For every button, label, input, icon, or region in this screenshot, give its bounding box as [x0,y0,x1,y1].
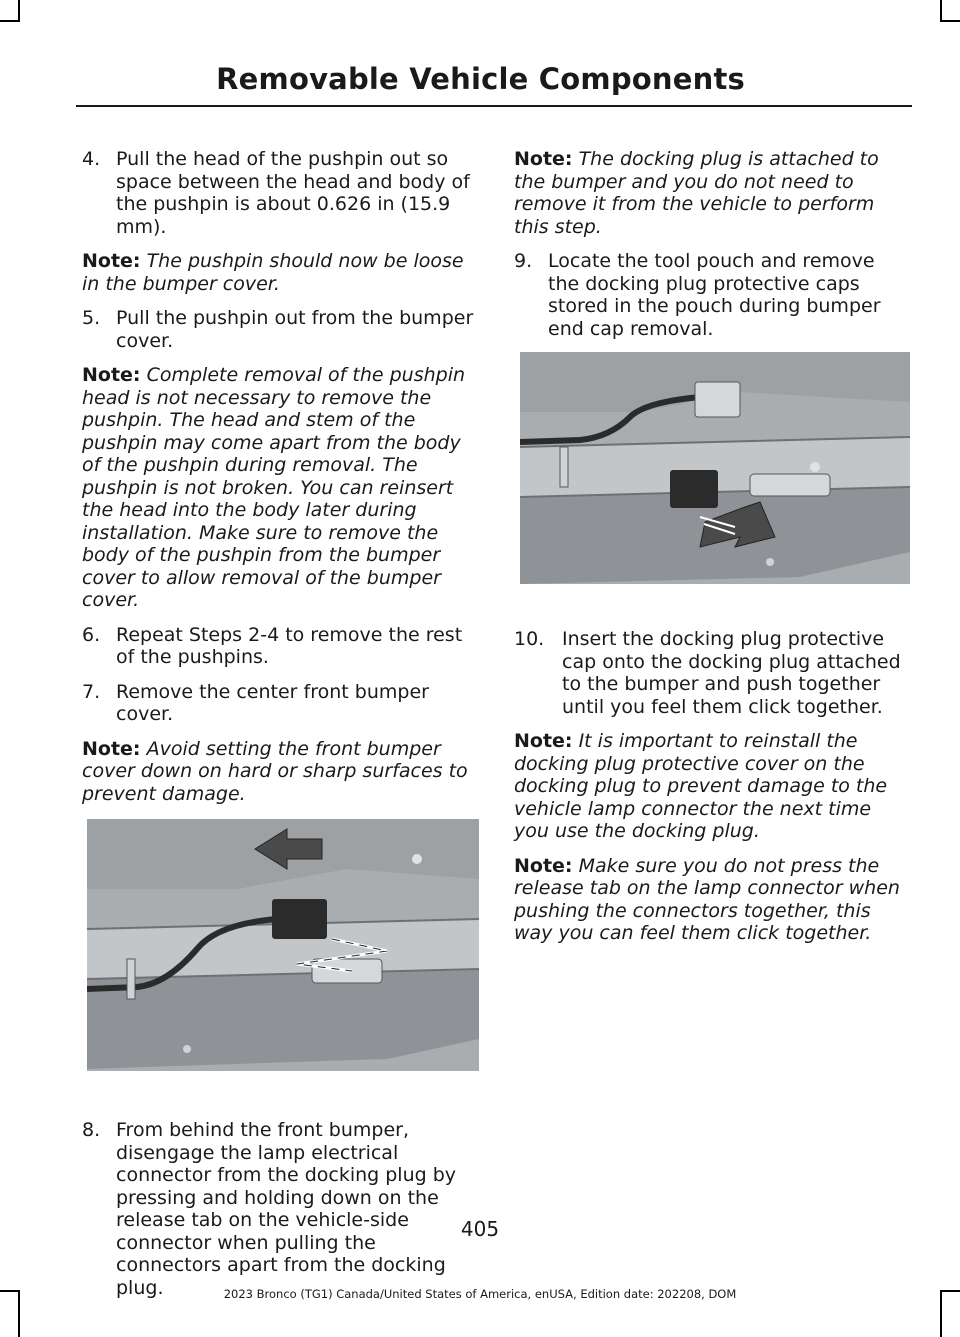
note-docking-plug-attached [514,148,908,238]
step-4 [82,148,477,238]
step-text: Pull the head of the pushpin out so space between the head and body of the pushpin is about 0.626 in (15.9 mm). [116,148,470,238]
step-text: Remove the center front bumper cover. [116,680,429,725]
step-number: 5. [82,307,101,329]
note-reinstall-cover [514,730,908,843]
connector-shape [272,899,327,939]
note-text: Avoid setting the front bumper cover down on hard or sharp surfaces to prevent damage. [82,737,468,805]
step-8 [82,1119,477,1299]
page-number: 405 [460,1217,500,1241]
illustration-svg [87,819,479,1071]
note-label: Note: [82,737,141,760]
note-label: Note: [82,250,141,272]
note-avoid-damage [82,738,477,806]
step-5 [82,307,477,352]
note-pushpin-removal [82,364,477,612]
step-number: 9. [514,250,533,272]
step-text: From behind the front bumper, disengage the lamp electrical connector from the docking plug by pressing and holding down on the release tab on the vehicle-side connector when pulling the connectors apart from the docking plug. [116,1119,457,1299]
note-text: The docking plug is attached to the bumper and you do not need to remove it from the vehicle to perform this step. [514,148,879,238]
note-label: Note: [514,730,573,752]
right-column [514,148,908,957]
step-number: 4. [82,148,101,170]
page-title: Removable Vehicle Components [216,62,745,96]
step-text: Pull the pushpin out from the bumper cover. [116,307,474,352]
step-10 [514,628,908,718]
connector-shape [670,470,718,508]
note-release-tab [514,855,908,945]
note-label: Note: [514,148,573,170]
note-text: Make sure you do not press the release tab on the lamp connector when pushing the connectors together, this way you can feel them click together. [514,854,900,944]
note-text: Complete removal of the pushpin head is not necessary to remove the pushpin. The head and stem of the pushpin may come apart from the body of the pushpin during removal. The pushpin is not broken. You can reinsert the head into the body later during installation. Make sure to remove the body of the pushpin from the bumper cover to allow removal of the bumper cover. [82,364,466,611]
note-text: The pushpin should now be loose in the bumper cover. [82,250,464,295]
note-text: It is important to reinstall the docking plug protective cover on the docking plug to prevent damage to the vehicle lamp connector the next time you use the docking plug. [514,730,888,842]
note-label: Note: [82,364,141,386]
crop-mark [940,0,942,22]
note-pushpin-loose [82,250,477,295]
step-text: Insert the docking plug protective cap onto the docking plug attached to the bumper and push together until you feel them click together. [562,628,901,718]
step-number: 8. [82,1119,101,1141]
step-number: 6. [82,623,101,646]
crop-mark [0,20,20,22]
step-number: 10. [514,628,545,650]
protective-cap-install-illustration [520,352,910,584]
step-text: Locate the tool pouch and remove the docking plug protective caps stored in the pouch during bumper end cap removal. [548,250,881,340]
step-number: 7. [82,680,101,703]
step-text: Repeat Steps 2-4 to remove the rest of the pushpins. [116,623,463,668]
header-divider [76,105,912,107]
crop-mark [940,20,960,22]
left-column [82,148,477,1311]
step-6 [82,624,477,669]
step-7 [82,681,477,726]
note-label: Note: [514,854,573,877]
footer-edition-info: 2023 Bronco (TG1) Canada/United States of America, enUSA, Edition date: 202208, DOM [223,1287,737,1301]
lamp-connector-disengage-illustration [87,819,479,1071]
crop-mark [18,0,20,22]
step-9 [514,250,908,340]
illustration-svg [520,352,910,584]
